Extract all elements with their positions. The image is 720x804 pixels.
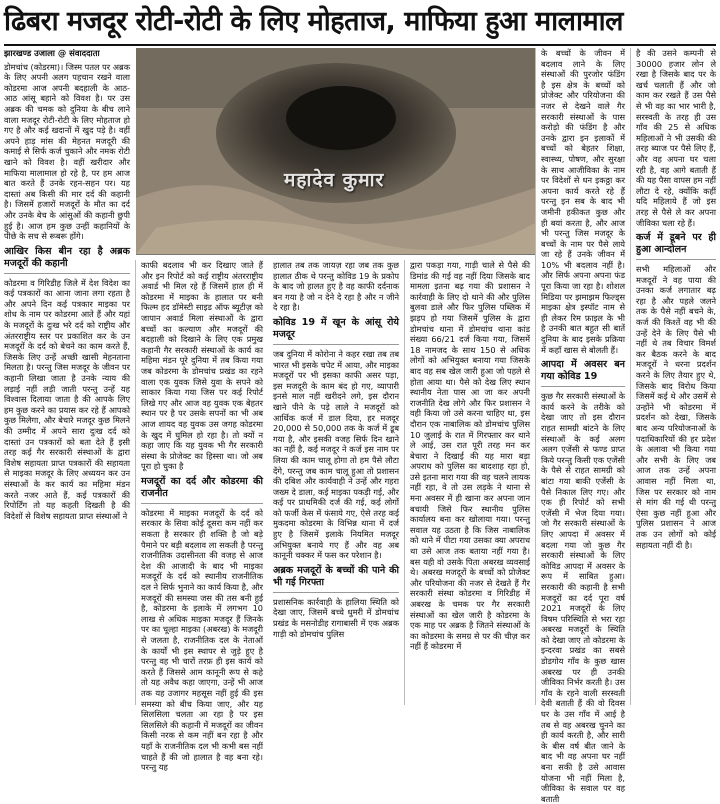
- subheading: अब्रक मजदूरों के बच्चों की पाने की भी गई गिरफ्ता: [273, 565, 399, 593]
- subheading: आपदा में अवसर बन गया कोविड 19: [541, 359, 625, 387]
- paragraph: कोडरमा व गिरिडीह जिले में देश विदेश का कई पत्रकारों का आना जाना लगा रहता है और अपने दिन कई पत्रकार माइका पर शोध के नाम पर कोडरमा आते हैं और यहां के मजदूरों के दुःख भरे दर्द को राष्ट्रीय और अंतरराष्ट्रीय स्तर पर प्रकाशित कर के उन मजदूरों के दर्द को बेचने का काम करते हैं, जिसके लिए उन्हें अच्छी खासी मेहनताना मिलता है। परन्तु जिस मजदूर के जीवन पर कहानी लिखा जाता है उनके न्याय की लड़ाई नहीं लड़ी जाती परन्तु उन्हें यह विश्वास दिलाया जाता है की आपके लिए हम कुछ करने का प्रयास कर रहे हैं आपको कुछ मिलेगा, और बेचारे मजदूर कुछ मिलने की उम्मीद में अपने सारा दुःख दर्द को दास्तां उन पत्रकारों को बता देते हैं इसी तरह कई गैर सरकारी संस्थाओं के द्वारा विशेष सहायता प्राप्त पत्रकारों की सहायता से माइका मजदूर के लिए अध्ययन कर उन संस्थाओं के कर कार्य का महिमा मंडन करते नजर आते हैं, कई पत्रकारों की रिपोर्टिंग तो यह कहती दिखती है की विदेशों से विशेष सहायता प्राप्त संस्थाओं ने: [4, 277, 130, 521]
- paragraph: प्रशासनिक कार्रवाही के हालिया स्थिति को देखा जाए, जिसमें बच्चे धुमरी में डोमचांच प्रखंड के मसनोडीह रागाबासी में एक अब्रक गाड़ी को डोमचांच पुलिस: [273, 596, 399, 639]
- subheading: कोविड 19 में खून के आंसू रोये मजदूर: [273, 317, 399, 345]
- column-4: [404, 260, 535, 705]
- column-3: [268, 260, 404, 705]
- headline-rule: [4, 44, 716, 46]
- paragraph: सभी महिलाओं और मजदूरों ने वह पाया की उनका कर्ज लगातार बढ़ रहा है और पहले जलने तक के पैसे नहीं बचने के, कर्ज की किश्तें वह भी की उन्हें देने के लिए पैसे भी नहीं थे तब विचार विमर्श कर बैठक करने के बाद मजदूरों ने धरना प्रदर्शन करने के लिए तैयार हुए थे, जिसके बाद विरोध किया जिसमें कई थे और उसमें से उन्होंने भी कोडरमा में प्रदर्शन को देखा, जिसके बाद अन्य परियोजनाओं के पदाधिकारियों की हर प्रदेश के अलावा भी किया गया और सभी के लिए जब आज तक उन्हें अपना आवास नहीं मिला था, जिस पर सरकार को नाम से मांग की गई थी परन्तु ऐसा कुछ नहीं हुआ और पुलिस प्रशासन ने आज तक उन लोगों को कोई सहायता नहीं दी है।: [636, 264, 716, 550]
- paragraph: कुछ गैर सरकारी संस्थाओं के कार्य करने के तरीके को देखा जाए तो इस दौरान राहत सामग्री बांटने के लिए संस्थाओं के कई अलग अलग एजेंसी से फण्ड प्राप्त किये परन्तु किसी एक एजेंसी के पैसे से राहत सामग्री को बांटा गया बाकी एजेंसी के पैसे निकाल लिए गए। और एक ही रिपोर्ट को सभी एजेंसी में भेज दिया गया। जो गैर सरकारी संस्थाओं के लिए आपदा में अवसर में बदला गया जो कुछ गैर सरकारी संस्थाओं के लिए कोविड आपदा में अवसर के रूप में साबित हुआ। सरकारी की कहानी है सभी मजदूरों का दर्द पूरा वर्ष 2021 मजदूरों के लिए विषम परिस्थिति से भरा रहा अबरख मजदूरों के स्थिति को देखा जाए तो कोडरमा के इन्दरवा प्रखंड का सबसे डोडगोय गाँव के कुछ खास अबरख पर ही उनकी जीविका निर्भर करती है। उस गाँव के रहने वाली सरस्वती देवी बताती हैं की वो दिवस घर के उस गाँव में आई है तब से वह अबरख चुनने का ही कार्य करती है, और सारी के बीस वर्ष बीत जाने के बाद भी वह अपना घर नहीं बना सकी है उसे आवास योजना भी नहीं मिला है, जीविका के सवाल पर वह बताती: [541, 391, 625, 804]
- subheading: आखिर किस बीन रहा है अब्रक मजदूरों की कहानी: [4, 246, 130, 274]
- paragraph: कोडरमा में माइका मजदूरों के दर्द को सरकार के सिवा कोई दूसरा कम नहीं कर सकता है सरकार ही शक्ति है जो बड़े पैमाने पर बड़ी बदलाव ला सकती है परन्तु राजनीतिक उदासीनता की वजह से आज देश की आजादी के बाद भी माइका मजदूरों के दर्द को स्थानीय राजनीतिक दल ने सिर्फ भुनाने का कार्य किया है, और मजदूरों की समस्या जस की तस बनी हुई है, कोडरमा के इलाके में लगभग 10 लाख से अधिक माइका मजदूर हैं जिनके पर का चूल्हा माइका (अबरख) के मजदूरी से जलता है, राजनीतिक दल के नेताओं के कार्यों भी इस स्थापर से जुड़े हुए है परन्तु वह भी चारों तरफ़ ही इस कार्य को करते हैं जिससे आम कानूनी रूप से कहे तो यह अवैध कहा जाएगा, उन्हें भी आज तक यह उजागर महसूस नहीं हुई की इस समस्या को बीच किया जाए, और यह सिलसिला चलता आ रहा है पर इस सिलसिले की कहानी में मजदूरों का जीवन किसी नरक से कम नहीं बन रहा है और यहाँ के राजनीतिक दल भी कभी बस नहीं चाहते हैं की जो हालात है वह बना रहे। परन्तु यह: [141, 507, 263, 773]
- headline: ढिबरा मजदूर रोटी-रोटी के लिए मोहताज, माफिया हुआ मालामाल: [4, 6, 623, 37]
- column-5: [535, 48, 630, 804]
- paragraph: के बच्चों के जीवन में बदलाव लाने के लिए संस्थाओं की पुरजोर फंडिंग है इस क्षेत्र के बच्चों को प्रोजेक्ट और परियोजना की नजर से देखने वाले गैर सरकारी संस्थाओं के पास करोड़ो की फंडिंग है और उनके द्वारा इन इलाकों में बच्चों को बेहतर शिक्षा, स्वास्थ्य, पोषण, और सुरक्षा के साथ आजीविका के नाम पर विदेशों से धन इकठ्ठा कर अपना कार्य करते रहे हैं परन्तु इन सब के बाद भी जमीनी हकीकत कुछ और ही बयां करता है, और आज भी परन्तु जिस मजदूर के बच्चों के नाम पर पैसे लाये जा रहे हैं उनके जीवन में 10% भी बदलाव नहीं है। और सिर्फ अपना अपना फंड पूरा किया जा रहा है। शोशल मिडिया पर झमाझम फिल्ड्स माइका क्षेत्र इस्पॉट नाम से ही लेकर रिम फ़ाइल के भी है उनकी बात बहुत सी बातें दुनिया के बाद इसके प्रक्रिया में कहाँ खास से बोलती हैं।: [541, 48, 625, 355]
- paragraph: है की उसने कम्पनी से 30000 हजार लोन ले रखा है जिसके बाद पर के खर्च चलाती हैं और जो काम कर रखते हैं उस पैसे से भी वह का भार भारी है, सरस्वती के तरह ही उस गाँव की 25 से अधिक महिलाओं ने भी उसकी की तरह ब्याज पर पैसे लिए हैं, और वह अपना घर चला रही है, वह आगे बताती हैं की यह पैसा वापस हम नहीं लौटा दे रहे, क्योंकि कहीं यदि महिलाये हैं जो इस तरह से पैसे ले कर अपना जीविका चला रहे हैं।: [636, 48, 716, 228]
- mine-photo-illustration: [136, 48, 535, 254]
- paragraph: डोमचांच (कोडरमा)। जिस्म पतल पर अब्रक के लिए अपनी अलग पहचान रखने वाला कोडरमा आज अपनी बदहाली के आठ-आठ आंसू बहाने को विवश है। पर उस अब्रक की चमक को दुनिया के बीच लाने वाला मजदूर रोटी-रोटी के लिए मोहताज हो गए है और कई खदानों में खुद पड़े है। वहीं अपने हाड़ मांस की मेहनत मजदूरी की कमाई से सिर्फ कर्ज चुकाने और नमक रोटी खाने को विवश है। वहीं खरीदार और माफिया मालामाल हो रहे है, पर हम आज बात करते हैं उनके रहन-सहन पर। यह दास्तां अब किसी की मार दर्द की कहानी है। जिसमें हजारों मजदूरों के मौत का दर्द और उनके बेच के आंसुओं की कहानी छुपी हुई है। आज हम कुछ उन्हीं कहानियों के पीछे के सच से रूबरू होंगे।: [4, 61, 130, 242]
- subheading: मजदूरों का दर्द और कोडरमा की राजनीत: [141, 476, 263, 504]
- article-photo: [136, 48, 535, 255]
- column-1: [4, 48, 135, 705]
- article-columns: [4, 48, 716, 804]
- paragraph: हालात तब तक जायज़ रहा जब तक कुछ हालात ठीक थे परन्तु कोविड 19 के प्रकोप के बाद जो हालत हुए है वह काफी दर्दनाक बन गया है जो न देने दे रहा है और न जीने दे रहा है।: [273, 260, 399, 313]
- byline: झारखण्ड उजाला @ संवाददाता: [4, 48, 100, 58]
- paragraph: काफी बदलाव भी कर दिखाए जाते हैं और इन रिपोर्ट को कई राष्ट्रीय अंतरराष्ट्रीय अवार्ड भी मिल रहे हैं जिसमें हाल ही में कोडरमा में माइका के हालात पर बनी फिल्म हद डॉमेस्टी साइड ऑफ ब्यूटीज़ को जापान अवार्ड मिला संस्थाओं के द्वारा बच्चों का कल्याण और मजदूरों की बदहाली को दिखाने के लिए एक प्रमुख कहानी गैर सरकारी संस्थाओं के कार्य का महिमा मंडन पूरे दुनिया में तब किया गया जब कोडरमा के डोमचांच प्रखंड का रहने वाला एक युवक जिसे युवा के सपने को साकार किया गया जिस पर कई रिपोर्ट लिखे गए और आज वह युवक एक बेहतर स्थान पर है पर उसके सपनों का भी अब आज शायद वह युवक उस जगह कोडरमा के खुद में घुमिल हो रहा है। तो क्यों न कहा जाए कि यह युवक भी गैर सरकारी संस्था के प्रोजेक्ट का हिस्सा था। जो अब पूरा हो चुका है: [141, 260, 263, 472]
- column-6: [630, 48, 716, 705]
- subheading: कर्ज में डूबने पर ही हुआ आन्दोलन: [636, 232, 716, 260]
- paragraph: जब दुनिया में कोरोना ने कहर रखा तब तब भारत भी इसके चपेट में आया, और माइका मजदूरों पर भी इसका काफी असर पड़ा, इस मजदूरी के काम बंद हो गए, व्यापारी इनसे माल नहीं खरीदने लगे, इस दौरान खाने पीने के पड़े लाले ने मजदूरों को आर्थिक कर्ज में डाल दिया, हर मजदूर 20,000 से 50,000 तक के कर्ज में डूब गया है, और इसकी वजह सिर्फ दिन खाने का नहीं है, कई मजदूर ने कर्ज इस नाम पर लिया की काम चालू होगा तो हम पैसे लौटा देंगे, परन्तु जब काम चालू हुआ तो प्रशासन की दबिश और कार्यवाही ने उन्हें और गहरा जख्म दे डाला, कई माइका पकड़ी गई, और कई पर प्राथमिकी दर्ज की गई, कई लोगों को फर्जी केस में फंसाये गए, ऐसे तरह कई मुकदमा कोडरमा के विभिन्न थाना में दर्ज हुए है जिसमें इलाके नियमित मजदूर अभियुक्त बनाये गए हैं और वह अब कानूनी चक्कर में फस कर परेशान है।: [273, 348, 399, 561]
- paragraph: द्वारा पकड़ा गया, गाड़ी चाले से पैसे की डिमांड की गई वह नहीं दिया जिसके बाद मामला इतना बढ़ गया की प्रशासन ने कार्रवाही के लिए दो थाने की और पुलिस बुलवा डाले और फिर पुलिस पब्लिक में झड़प हो गया जिसमें पुलिस के द्वारा डोमचांच थाना में डोमचांच थाना कांड संख्या 66/21 दर्ज किया गया, जिसमें 18 नामजद के साथ 150 से अधिक लोगों को अभियुक्त बनाया गया जिसके बाद वह सब खेल जारी हुआ जो पहले से होता आया था। पैसे को देख लिए स्थान स्थानीय नेता पास आ जा कर अपनी राजनीति देख लोगे और फिर प्रशासन ने वही किया जो उसे करना चाहिए था, इस दौरान एक नाबालिक को डोमचांच पुलिस 10 जुलाई के रात में गिरफ्तार कर थाने ले आई, उस रात पूरी तरह मन कर बेचारा ने दिखाई की यह मारा बड़ा अपराध को पुलिस का बादशाह रहा हो, उसे इतना मारा गया की वह चलने लायक नहीं रहा, वे तो उस लड़के ने थाना से मना अवसर में ही खाना कर अपना जान बचायी जिसे फिर स्थानीय पुलिस कार्यालय बना कर खोलाया गया। परन्तु सवाल यह उठता है कि जिस नाबालिक को थाने में पीटा गया उसका क्या अपराध था उसे आज तक बताया नहीं गया है। बस यही वो उसके पिता अबरख व्यवसाई थे। अबरख मजदूरों के बच्चों को प्रोजेक्ट और परियोजना की नजर से देखते हैं गैर सरकारी संस्था कोडरमा व गिरिडीह में अबरख के चमक पर गैर सरकारी संस्थाओं का खेल जारी है कोडरमा के एक माह पर अब्रक है जितने संस्थाओं के का कोडरमा के समग्र से पर की चीज़ कर नहीं हैं कोडरमा में: [410, 260, 530, 652]
- column-2: [135, 260, 268, 773]
- photo-caption: महादेव कुमार: [284, 169, 385, 191]
